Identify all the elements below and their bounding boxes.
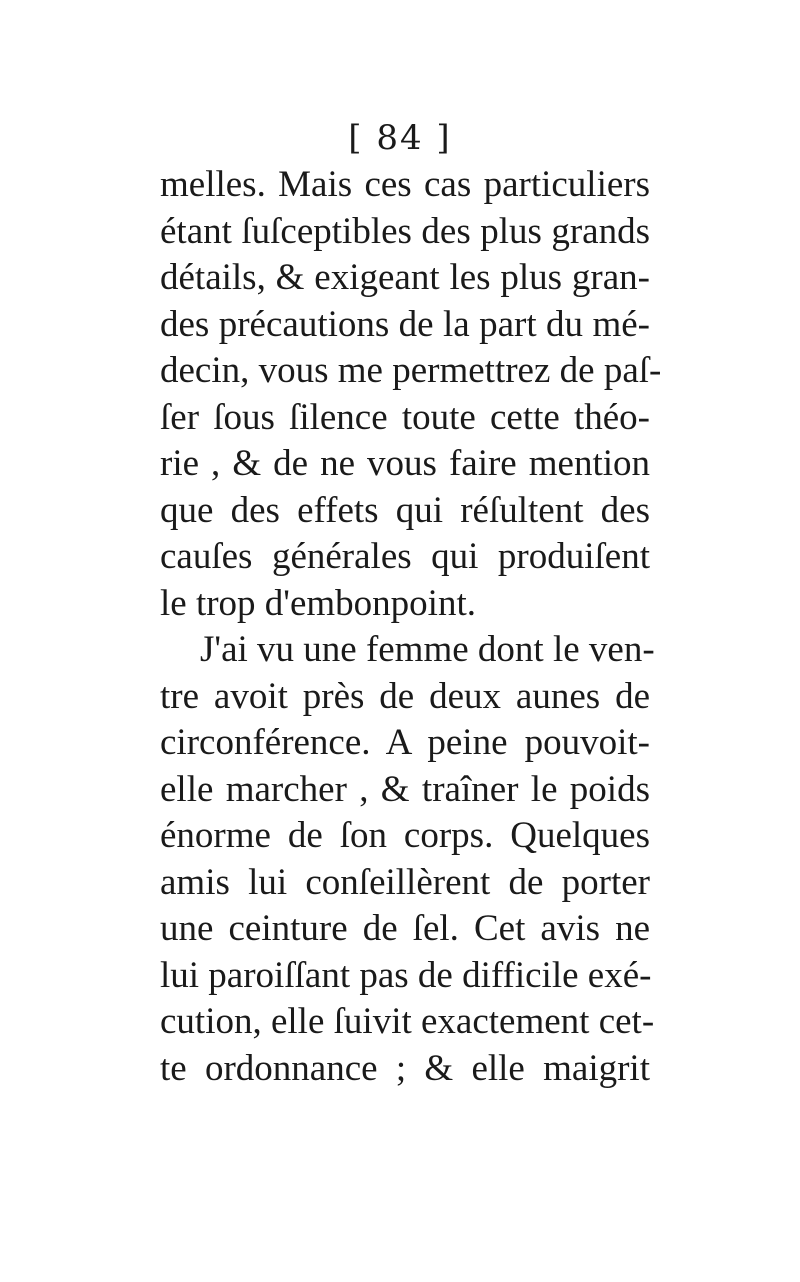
text-line: elle marcher , & traîner le poids [160, 768, 650, 810]
text-line: tre avoit près de deux aunes de [160, 675, 650, 717]
text-line: une ceinture de ſel. Cet avis ne [160, 908, 650, 949]
text-line: étant ſuſceptibles des plus grands [160, 210, 650, 252]
body-text [160, 162, 662, 1092]
text-line: cution, elle ſuivit exactement cet- [160, 1001, 655, 1042]
text-line: des précautions de la part du mé- [160, 303, 650, 345]
text-line: lui paroiſſant pas de difficile exé- [160, 954, 652, 996]
text-line: circonférence. A peine pouvoit- [160, 722, 650, 763]
text-line: le trop d'embonpoint. [160, 582, 476, 624]
page-number: [ 84 ] [348, 118, 452, 158]
text-line: que des effets qui réſultent des [160, 489, 650, 531]
text-line: te ordonnance ; & elle maigrit [160, 1047, 650, 1089]
text-line: melles. Mais ces cas particuliers [160, 164, 650, 205]
text-line: decin, vous me permettrez de paſ- [160, 350, 662, 391]
text-line: ſer ſous ſilence toute cette théo- [160, 396, 650, 438]
paragraph-first-line: J'ai vu une femme dont le ven- [200, 629, 655, 670]
text-line: rie , & de ne vous faire mention [160, 443, 650, 484]
text-line: énorme de ſon corps. Quelques [160, 815, 650, 856]
text-line: cauſes générales qui produiſent [160, 536, 650, 577]
text-line: amis lui conſeillèrent de porter [160, 861, 650, 903]
text-line: détails, & exigeant les plus gran- [160, 257, 650, 298]
